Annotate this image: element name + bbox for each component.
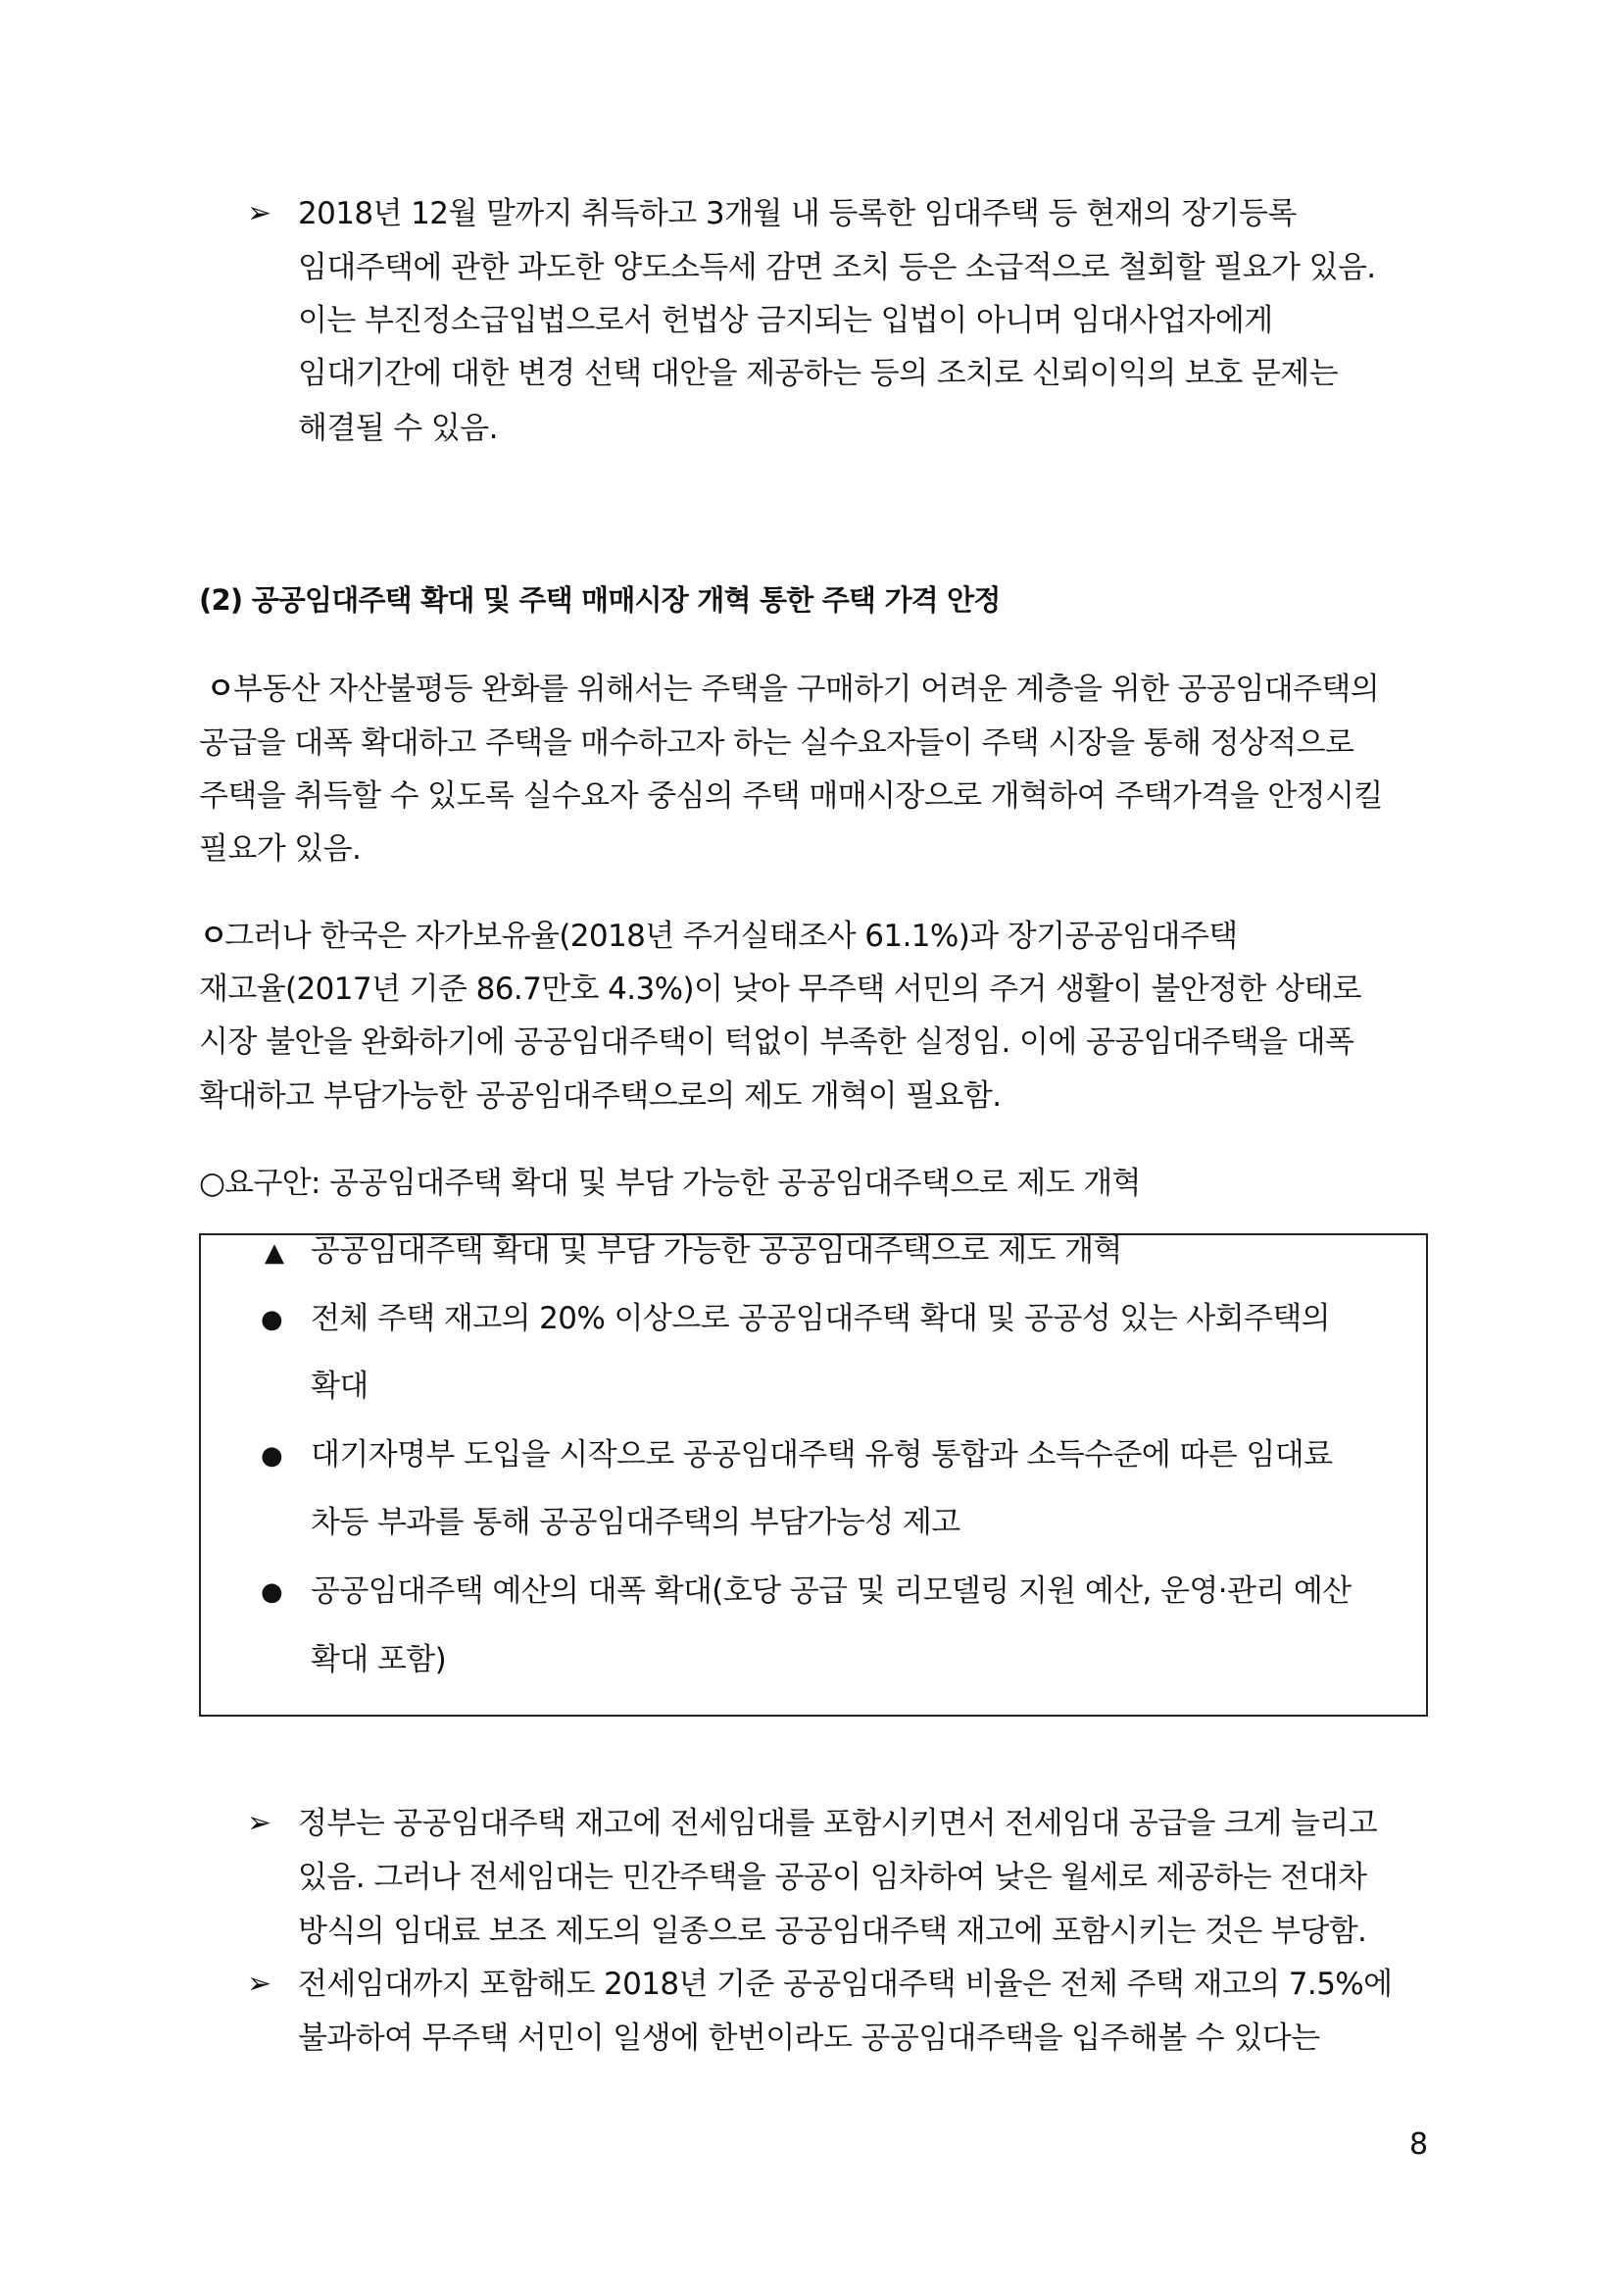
arrow-bullet-icon: ➢ [247, 196, 272, 230]
text-line: 필요가 있음. [199, 831, 362, 867]
page-number: 8 [1409, 2127, 1429, 2162]
text-line: 임대기간에 대한 변경 선택 대안을 제공하는 등의 조치로 신뢰이익의 보호 문제는 [298, 356, 1338, 391]
list-item-line: 공공임대주택 예산의 대폭 확대(호당 공급 및 리모델링 지원 예산, 운영·관리 예산 [311, 1573, 1352, 1609]
text-line: 그러나 한국은 자가보유율(2018년 주거실태조사 61.1%)과 장기공공임대주택 [224, 919, 1238, 954]
text-line: 재고율(2017년 기준 86.7만호 4.3%)이 낮아 무주택 서민의 주거 생활이 불안정한 상태로 [199, 972, 1362, 1007]
text-line: 정부는 공공임대주택 재고에 전세임대를 포함시키면서 전세임대 공급을 크게 늘리고 [298, 1806, 1378, 1841]
paragraph-marker: ㅇ [206, 672, 235, 707]
list-item-line: 차등 부과를 통해 공공임대주택의 부담가능성 제고 [311, 1505, 960, 1540]
text-line: 공급을 대폭 확대하고 주택을 매수하고자 하는 실수요자들이 주택 시장을 통해 정상적으로 [199, 725, 1354, 761]
text-line: 시장 불안을 완화하기에 공공임대주택이 턱없이 부족한 실정임. 이에 공공임대주택을 대폭 [199, 1024, 1354, 1060]
list-item-line: 대기자명부 도입을 시작으로 공공임대주택 유형 통합과 소득수준에 따른 임대료 [311, 1437, 1333, 1472]
bullet-dot-icon: ● [261, 1577, 283, 1607]
text-line: 임대주택에 관한 과도한 양도소득세 감면 조치 등은 소급적으로 철회할 필요가 있음. [298, 250, 1376, 285]
text-line: 방식의 임대료 보조 제도의 일종으로 공공임대주택 재고에 포함시키는 것은 부당함. [298, 1914, 1367, 1949]
paragraph-marker: ㅇ [199, 919, 228, 954]
text-line: 전세임대까지 포함해도 2018년 기준 공공임대주택 비율은 전체 주택 재고의 7.5%에 [298, 1967, 1393, 2002]
triangle-bullet-icon: ▲ [265, 1238, 284, 1268]
text-line: 주택을 취득할 수 있도록 실수요자 중심의 주택 매매시장으로 개혁하여 주택가격을 안정시킬 [199, 778, 1383, 814]
text-line: 이는 부진정소급입법으로서 헌법상 금지되는 입법이 아니며 임대사업자에게 [298, 303, 1273, 338]
list-item-line: 확대 포함) [311, 1642, 447, 1677]
text-line: 확대하고 부담가능한 공공임대주택으로의 제도 개혁이 필요함. [199, 1078, 1002, 1114]
list-item-line: 전체 주택 재고의 20% 이상으로 공공임대주택 확대 및 공공성 있는 사회주택의 [311, 1301, 1331, 1336]
text-line: 해결될 수 있음. [298, 411, 498, 446]
arrow-bullet-icon: ➢ [247, 1806, 272, 1840]
box-title: 공공임대주택 확대 및 부담 가능한 공공임대주택으로 제도 개혁 [311, 1233, 1122, 1269]
arrow-bullet-icon: ➢ [247, 1967, 272, 2001]
demand-text: 요구안: 공공임대주택 확대 및 부담 가능한 공공임대주택으로 제도 개혁 [224, 1166, 1141, 1201]
list-item-line: 확대 [311, 1369, 369, 1404]
text-line: 2018년 12월 말까지 취득하고 3개월 내 등록한 임대주택 등 현재의 장기등록 [298, 196, 1297, 231]
text-line: 부동산 자산불평등 완화를 위해서는 주택을 구매하기 어려운 계층을 위한 공공임대주택의 [233, 672, 1380, 707]
text-line: 있음. 그러나 전세임대는 민간주택을 공공이 임차하여 낮은 월세로 제공하는 전대차 [298, 1860, 1367, 1895]
bullet-dot-icon: ● [261, 1441, 283, 1471]
section-heading: (2) 공공임대주택 확대 및 주택 매매시장 개혁 통한 주택 가격 안정 [199, 583, 1001, 617]
text-line: 불과하여 무주택 서민이 일생에 한번이라도 공공임대주택을 입주해볼 수 있다는 [298, 2021, 1320, 2056]
circle-bullet-icon: ○ [199, 1166, 225, 1201]
bullet-dot-icon: ● [261, 1305, 283, 1334]
